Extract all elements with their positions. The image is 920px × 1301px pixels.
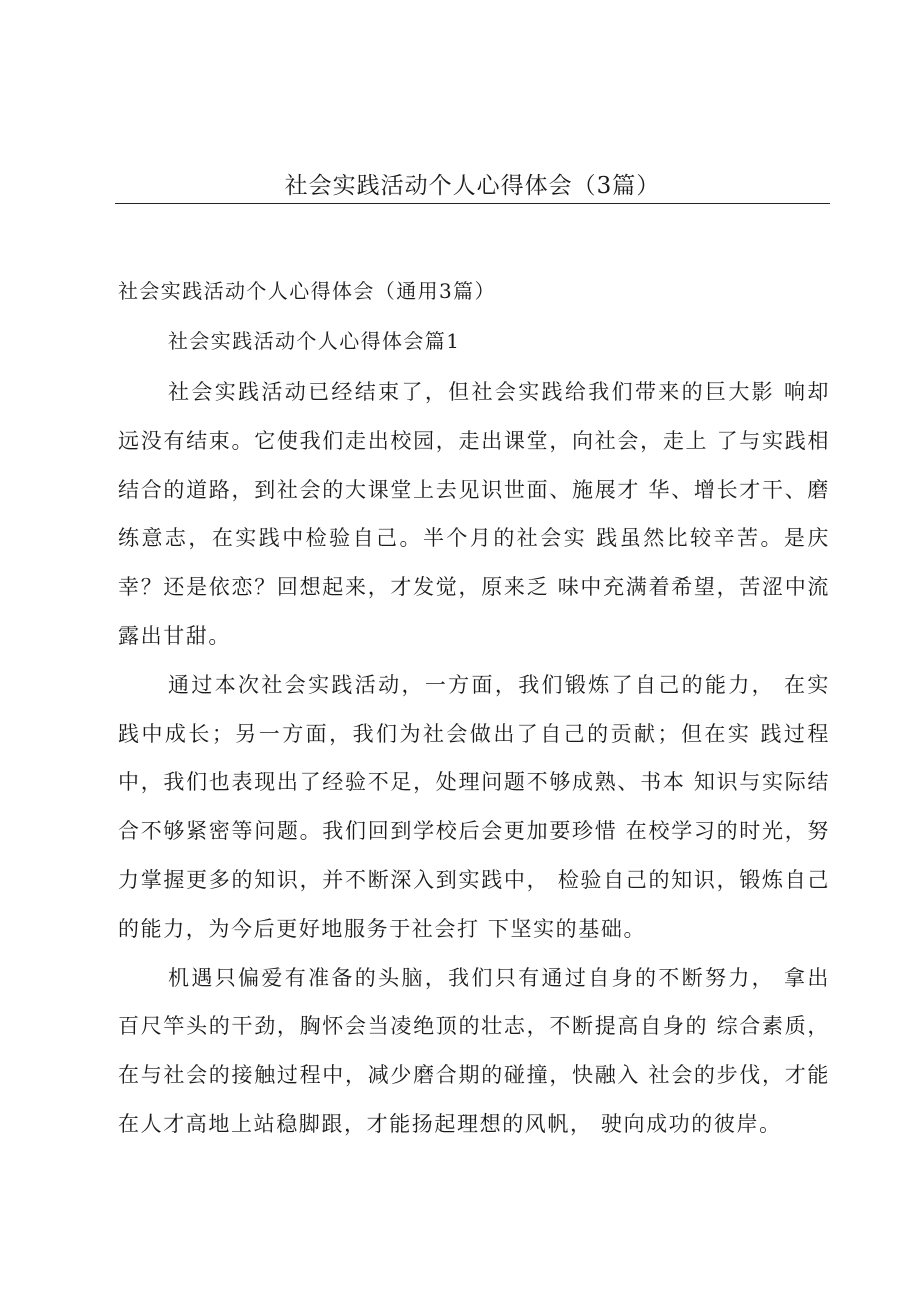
section-title: 社会实践活动个人心得体会篇1	[168, 329, 461, 353]
paragraph-2: 通过本次社会实践活动，一方面，我们锻炼了自己的能力， 在实践中成长；另一方面，我们为社会做出了自己的贡献；但在实 践过程中，我们也表现出了经验不足，处理问题不够成熟、书本 知识与实际结合不够紧密等问题。我们回到学校后会更加要珍惜 在校学习的时光，努力掌握更多的知识，并不断深入到实践中， 检验自己的知识，锻炼自己的能力，为今后更好地服务于社会打 下坚实的基础。	[118, 672, 830, 941]
document-heading: 社会实践活动个人心得体会（通用3篇）	[118, 279, 496, 303]
page-title: 社会实践活动个人心得体会（3篇）	[284, 173, 661, 199]
title-underline	[115, 203, 830, 204]
paragraph-3: 机遇只偏爱有准备的头脑，我们只有通过自身的不断努力， 拿出百尺竿头的干劲，胸怀会当凌绝顶的壮志，不断提高自身的 综合素质，在与社会的接触过程中，减少磨合期的碰撞，快融入 社会的步伐，才能在人才高地上站稳脚跟，才能扬起理想的风帆， 驶向成功的彼岸。	[118, 965, 830, 1136]
paragraph-1: 社会实践活动已经结束了，但社会实践给我们带来的巨大影 响却远没有结束。它使我们走出校园，走出课堂，向社会，走上 了与实践相结合的道路，到社会的大课堂上去见识世面、施展才 华、增长才干、磨练意志，在实践中检验自己。半个月的社会实 践虽然比较辛苦。是庆幸？还是依恋？回想起来，才发觉，原来乏 味中充满着希望，苦涩中流露出甘甜。	[118, 380, 830, 648]
document-body	[118, 368, 830, 1149]
